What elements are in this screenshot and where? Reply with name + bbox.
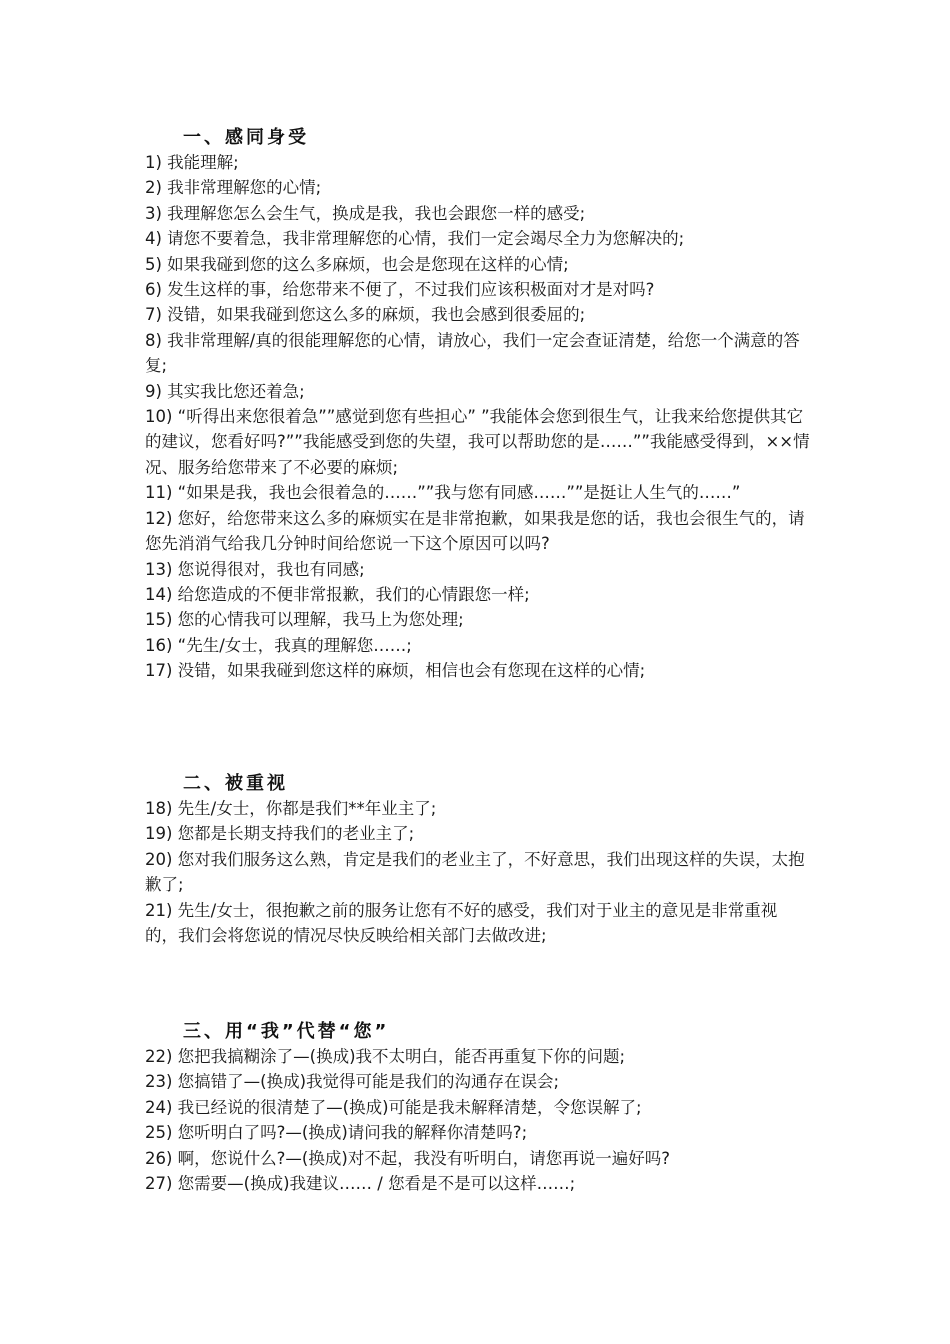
- list-item: 6) 发生这样的事，给您带来不便了，不过我们应该积极面对才是对吗?: [145, 280, 655, 300]
- list-item: 17) 没错，如果我碰到您这样的麻烦，相信也会有您现在这样的心情;: [145, 661, 646, 681]
- list-item: 2) 我非常理解您的心情;: [145, 178, 322, 198]
- list-item: 9) 其实我比您还着急;: [145, 381, 305, 401]
- list-item: 26) 啊，您说什么?—(换成)对不起，我没有听明白，请您再说一遍好吗?: [145, 1148, 671, 1168]
- list-item: 16) “先生/女士，我真的理解您……;: [145, 635, 412, 655]
- list-item: 23) 您搞错了—(换成)我觉得可能是我们的沟通存在误会;: [145, 1072, 560, 1092]
- list-item: 12) 您好，给您带来这么多的麻烦实在是非常抱歉，如果我是您的话，我也会很生气的，请您先消消气给我几分钟时间给您说一下这个原因可以吗?: [145, 508, 805, 554]
- list-item: 25) 您听明白了吗?—(换成)请问我的解释你清楚吗?;: [145, 1123, 528, 1143]
- list-item: 4) 请您不要着急，我非常理解您的心情，我们一定会竭尽全力为您解决的;: [145, 229, 685, 249]
- list-item: 10) “听得出来您很着急””感觉到您有些担心” ”我能体会您到很生气，让我来给您提供其它的建议，您看好吗?””我能感受到您的失望，我可以帮助您的是……””我能感受得到，××情况、服务给您带来了不必要的麻烦;: [145, 407, 810, 477]
- section-heading: 一、感同身受: [183, 127, 309, 148]
- section-empathy: [145, 124, 810, 684]
- phrase-list: [145, 1044, 810, 1196]
- section-heading: 二、被重视: [183, 773, 288, 794]
- section-heading: 三、用“我”代替“您”: [183, 1021, 390, 1042]
- list-item: 21) 先生/女士，很抱歉之前的服务让您有不好的感受，我们对于业主的意见是非常重视的，我们会将您说的情况尽快反映给相关部门去做改进;: [145, 900, 778, 946]
- list-item: 19) 您都是长期支持我们的老业主了;: [145, 824, 415, 844]
- list-item: 18) 先生/女士，你都是我们**年业主了;: [145, 799, 437, 818]
- list-item: 11) “如果是我，我也会很着急的……””我与您有同感……””是挺让人生气的……”: [145, 483, 741, 503]
- list-item: 1) 我能理解;: [145, 153, 239, 172]
- list-item: 15) 您的心情我可以理解，我马上为您处理;: [145, 610, 464, 630]
- list-item: 7) 没错，如果我碰到您这么多的麻烦，我也会感到很委屈的;: [145, 305, 586, 325]
- list-item: 3) 我理解您怎么会生气，换成是我，我也会跟您一样的感受;: [145, 203, 586, 223]
- section-i-instead-of-you: [145, 1018, 810, 1196]
- list-item: 14) 给您造成的不便非常报歉，我们的心情跟您一样;: [145, 584, 530, 604]
- section-valued: [145, 770, 810, 948]
- phrase-list: [145, 150, 810, 684]
- list-item: 13) 您说得很对，我也有同感;: [145, 559, 365, 579]
- list-item: 27) 您需要—(换成)我建议…… / 您看是不是可以这样……;: [145, 1174, 576, 1194]
- list-item: 22) 您把我搞糊涂了—(换成)我不太明白，能否再重复下你的问题;: [145, 1047, 626, 1066]
- list-item: 20) 您对我们服务这么熟，肯定是我们的老业主了，不好意思，我们出现这样的失误，太抱歉了;: [145, 849, 805, 895]
- list-item: 8) 我非常理解/真的很能理解您的心情，请放心，我们一定会查证清楚，给您一个满意的答复;: [145, 330, 800, 376]
- phrase-list: [145, 796, 810, 948]
- list-item: 5) 如果我碰到您的这么多麻烦，也会是您现在这样的心情;: [145, 254, 569, 274]
- list-item: 24) 我已经说的很清楚了—(换成)可能是我未解释清楚，令您误解了;: [145, 1097, 642, 1117]
